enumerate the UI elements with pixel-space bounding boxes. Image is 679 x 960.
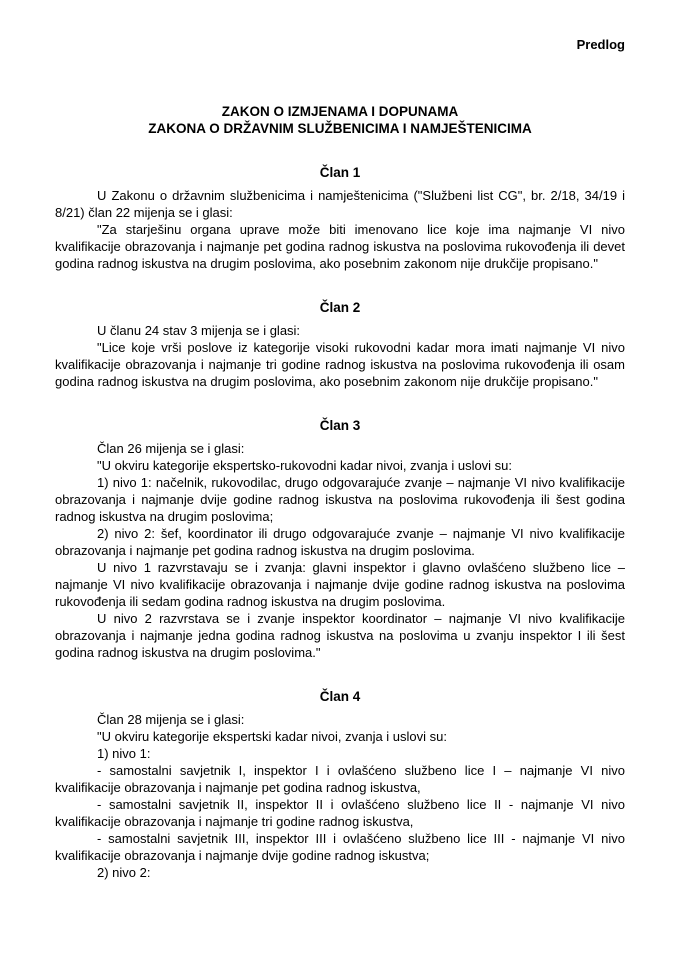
document-title [55,103,625,137]
paragraph: "Lice koje vrši poslove iz kategorije visoki rukovodni kadar mora imati najmanje VI nivo kvalifikacije obrazovanja i najmanje tri godine radnog iskustva na poslovima rukovođenja ili osam godina radnog iskustva na drugim poslovima, ako posebnim zakonom nije drukčije propisano." [55,340,625,389]
paragraph: "U okviru kategorije ekspertsko-rukovodni kadar nivoi, zvanja i uslovi su: [97,458,513,473]
article-1 [55,164,625,272]
article-3 [55,417,625,661]
article-2-heading: Član 2 [319,300,361,315]
article-4-heading: Član 4 [319,689,361,704]
article-1-heading: Član 1 [319,165,361,180]
paragraph: - samostalni savjetnik II, inspektor II i ovlašćeno službeno lice II - najmanje VI nivo kvalifikacije obrazovanja i najmanje tri godine radnog iskustva, [55,797,625,829]
paragraph: U nivo 1 razvrstavaju se i zvanja: glavni inspektor i glavno ovlašćeno službeno lice – najmanje VI nivo kvalifikacije obrazovanja i najmanje dvije godine radnog iskustva na poslovima rukovođenja ili sedam godina radnog iskustva na drugim poslovima. [55,560,625,609]
paragraph: U članu 24 stav 3 mijenja se i glasi: [97,323,301,338]
paragraph: "Za starješinu organa uprave može biti imenovano lice koje ima najmanje VI nivo kvalifikacije obrazovanja i najmanje pet godina radnog iskustva na poslovima rukovođenja ili devet godina radnog iskustva na drugim poslovima, ako posebnim zakonom nije drukčije propisano." [55,222,625,271]
paragraph: 1) nivo 1: načelnik, rukovodilac, drugo odgovarajuće zvanje – najmanje VI nivo kvalifikacije obrazovanja i najmanje dvije godine radnog iskustva na poslovima rukovođenja ili šest godina radnog iskustva na drugim poslovima; [55,475,625,524]
paragraph: Član 28 mijenja se i glasi: [97,712,245,727]
article-3-heading: Član 3 [319,418,361,433]
paragraph: 2) nivo 2: šef, koordinator ili drugo odgovarajuće zvanje – najmanje VI nivo kvalifikacije obrazovanja i najmanje pet godina radnog iskustva na drugim poslovima. [55,526,625,558]
paragraph: "U okviru kategorije ekspertski kadar nivoi, zvanja i uslovi su: [97,729,447,744]
document-title-line2: ZAKONA O DRŽAVNIM SLUŽBENICIMA I NAMJEŠTENICIMA [148,121,532,136]
article-2 [55,299,625,390]
paragraph: U nivo 2 razvrstava se i zvanje inspektor koordinator – najmanje VI nivo kvalifikacije obrazovanja i najmanje jedna godina radnog iskustva na poslovima u zvanju inspektor I ili šest godina radnog iskustva na drugim poslovima." [55,611,625,660]
article-4 [55,688,625,881]
paragraph: - samostalni savjetnik I, inspektor I i ovlašćeno službeno lice I – najmanje VI nivo kvalifikacije obrazovanja i najmanje pet godina radnog iskustva, [55,763,625,795]
paragraph: U Zakonu o državnim službenicima i namještenicima ("Službeni list CG", br. 2/18, 34/19 i 8/21) član 22 mijenja se i glasi: [55,188,625,220]
paragraph: Član 26 mijenja se i glasi: [97,441,245,456]
paragraph: 2) nivo 2: [97,865,151,880]
paragraph: 1) nivo 1: [97,746,151,761]
document-type-label: Predlog [576,37,625,52]
document-title-line1: ZAKON O IZMJENAMA I DOPUNAMA [221,104,459,119]
paragraph: - samostalni savjetnik III, inspektor III i ovlašćeno službeno lice III - najmanje VI nivo kvalifikacije obrazovanja i najmanje dvije godine radnog iskustva; [55,831,625,863]
